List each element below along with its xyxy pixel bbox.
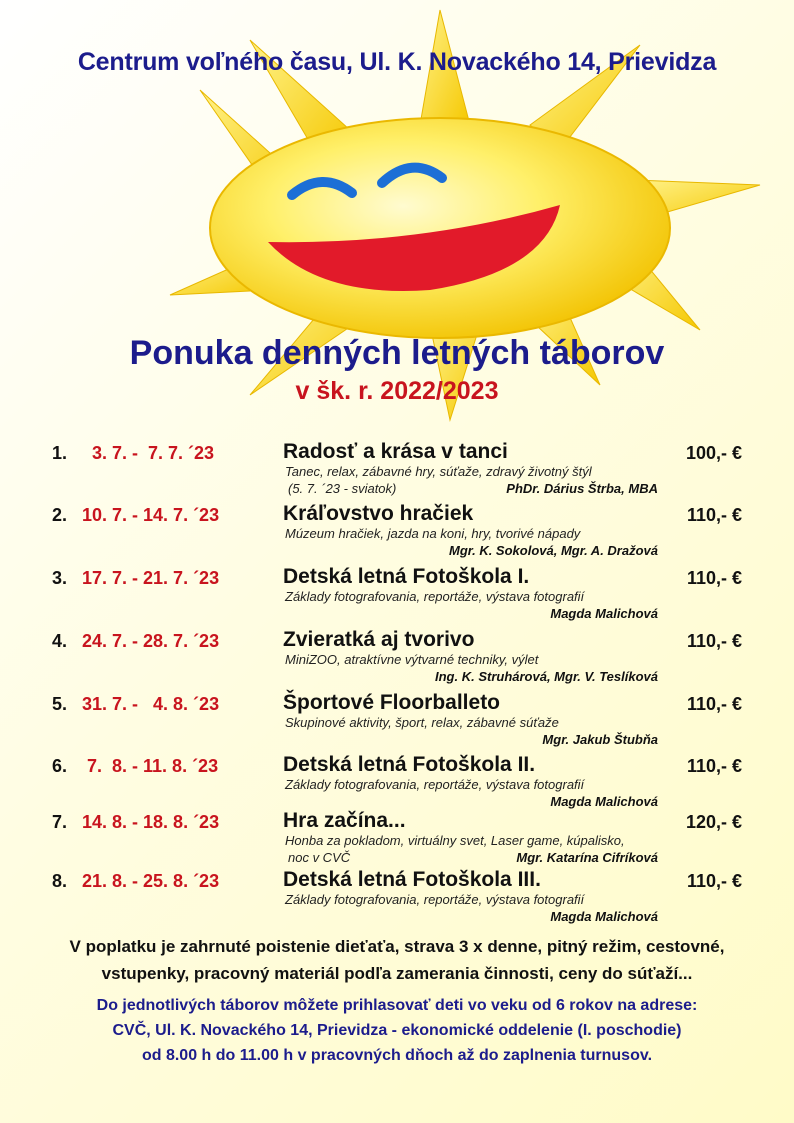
- camp-date: 17. 7. - 21. 7. ´23: [82, 568, 220, 588]
- organization-header: Centrum voľného času, Ul. K. Novackého 14, Prievidza: [77, 48, 717, 76]
- camp-date: 10. 7. - 14. 7. ´23: [82, 505, 220, 525]
- camp-description: MiniZOO, atraktívne výtvarné techniky, výlet: [285, 652, 539, 667]
- fee-info: [40, 933, 754, 987]
- camp-price: 100,- €: [685, 443, 742, 463]
- camp-price: 110,- €: [686, 756, 742, 776]
- camp-leader: PhDr. Dárius Štrba, MBA: [506, 481, 658, 496]
- fee-info-line: V poplatku je zahrnuté poistenie dieťaťa, strava 3 x denne, pitný režim, cestovné,: [69, 937, 725, 956]
- camp-name: Zvieratká aj tvorivo: [283, 628, 475, 651]
- camp-number: 2.: [52, 505, 68, 525]
- camp-number: 1.: [52, 443, 68, 463]
- camp-name: Detská letná Fotoškola I.: [283, 565, 530, 588]
- camp-leader: Ing. K. Struhárová, Mgr. V. Teslíková: [435, 669, 658, 684]
- camp-description: Múzeum hračiek, jazda na koni, hry, tvorivé nápady: [285, 526, 581, 541]
- registration-info: [40, 993, 754, 1068]
- camp-name: Radosť a krása v tanci: [283, 440, 508, 463]
- camp-number: 4.: [52, 631, 68, 651]
- camp-name: Športové Floorballeto: [283, 691, 501, 714]
- camp-item: [0, 691, 794, 756]
- camp-description: Základy fotografovania, reportáže, výstava fotografií: [285, 892, 585, 907]
- camp-description: Základy fotografovania, reportáže, výstava fotografií: [285, 777, 585, 792]
- camp-note: noc v CVČ: [288, 850, 351, 865]
- camp-price: 110,- €: [686, 694, 742, 714]
- camp-item: [0, 628, 794, 693]
- registration-info-line: CVČ, Ul. K. Novackého 14, Prievidza - ekonomické oddelenie (I. poschodie): [112, 1022, 682, 1039]
- camp-item: [0, 565, 794, 630]
- camp-leader: Mgr. Jakub Štubňa: [542, 732, 658, 747]
- camp-number: 6.: [52, 756, 68, 776]
- camp-date: 24. 7. - 28. 7. ´23: [82, 631, 220, 651]
- camp-leader: Magda Malichová: [550, 794, 658, 809]
- sun-face: [210, 118, 670, 338]
- camp-date: 7. 8. - 11. 8. ´23: [82, 756, 219, 776]
- camp-date: 21. 8. - 25. 8. ´23: [82, 871, 220, 891]
- registration-info-line: od 8.00 h do 11.00 h v pracovných dňoch až do zaplnenia turnusov.: [141, 1047, 653, 1064]
- fee-info-line: vstupenky, pracovný materiál podľa zamerania činnosti, ceny do súťaží...: [101, 964, 693, 983]
- camp-name: Detská letná Fotoškola III.: [283, 868, 541, 891]
- camp-leader: Mgr. K. Sokolová, Mgr. A. Dražová: [448, 543, 658, 558]
- camp-description: Skupinové aktivity, šport, relax, zábavné súťaže: [285, 715, 559, 730]
- camp-price: 110,- €: [686, 568, 742, 588]
- camp-description: Tanec, relax, zábavné hry, súťaže, zdravý životný štýl: [285, 464, 592, 479]
- camp-price: 120,- €: [685, 812, 742, 832]
- camp-price: 110,- €: [686, 871, 742, 891]
- camp-date: 3. 7. - 7. 7. ´23: [82, 443, 215, 463]
- camp-price: 110,- €: [686, 631, 742, 651]
- camp-price: 110,- €: [686, 505, 742, 525]
- camp-name: Hra začína...: [283, 809, 406, 832]
- camp-number: 3.: [52, 568, 68, 588]
- camp-number: 7.: [52, 812, 68, 832]
- camp-name: Detská letná Fotoškola II.: [283, 753, 536, 776]
- camp-number: 8.: [52, 871, 68, 891]
- camp-number: 5.: [52, 694, 68, 714]
- camp-description: Honba za pokladom, virtuálny svet, Laser game, kúpalisko,: [285, 833, 625, 848]
- camp-item: [0, 868, 794, 933]
- page-title: Ponuka denných letných táborov: [129, 334, 665, 372]
- registration-info-line: Do jednotlivých táborov môžete prihlasovať deti vo veku od 6 rokov na adrese:: [96, 997, 698, 1014]
- camp-date: 31. 7. - 4. 8. ´23: [82, 694, 220, 714]
- camp-item: [0, 809, 794, 874]
- camp-note: (5. 7. ´23 - sviatok): [288, 481, 397, 496]
- camp-leader: Mgr. Katarína Cifríková: [516, 850, 658, 865]
- camp-description: Základy fotografovania, reportáže, výstava fotografií: [285, 589, 585, 604]
- school-year-subtitle: v šk. r. 2022/2023: [295, 377, 499, 405]
- camp-date: 14. 8. - 18. 8. ´23: [82, 812, 220, 832]
- camp-leader: Magda Malichová: [550, 909, 658, 924]
- camp-item: [0, 440, 794, 505]
- camp-leader: Magda Malichová: [550, 606, 658, 621]
- camp-item: [0, 502, 794, 567]
- camp-name: Kráľovstvo hračiek: [283, 502, 474, 525]
